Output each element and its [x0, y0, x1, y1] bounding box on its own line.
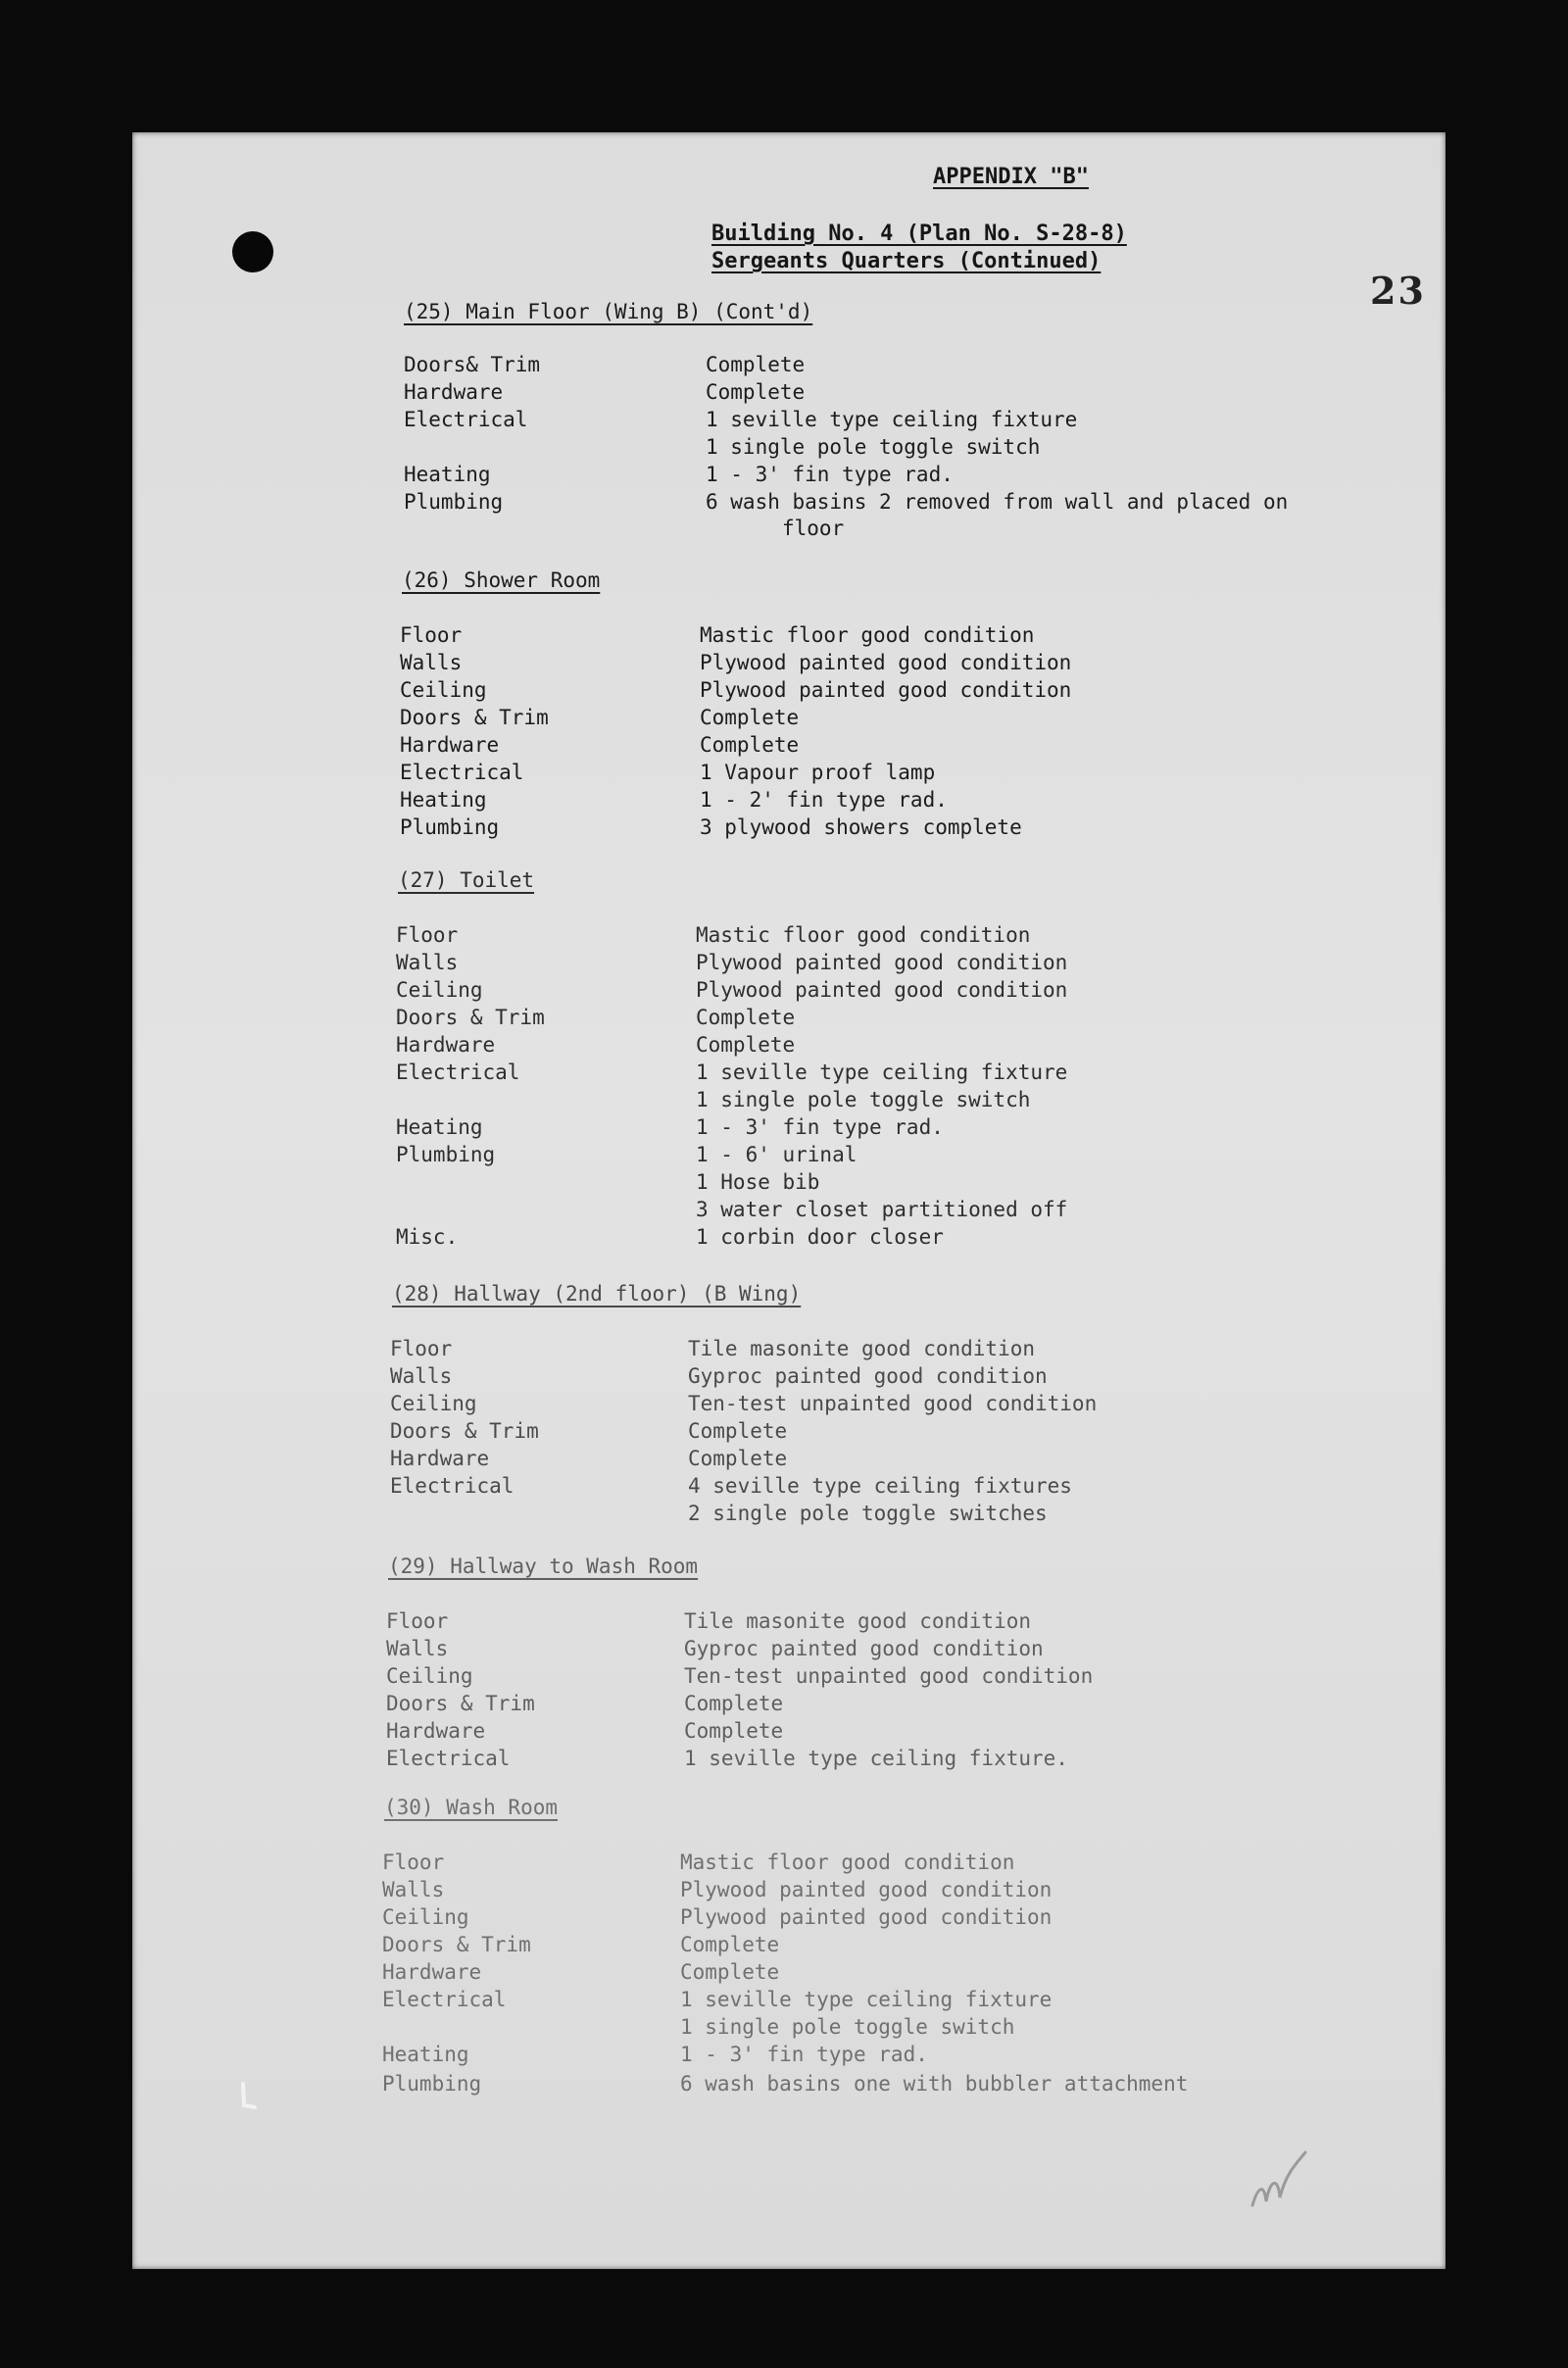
row-value: 1 - 6' urinal	[696, 1143, 858, 1166]
row-label: Floor	[400, 623, 463, 647]
row-value: Tile masonite good condition	[684, 1609, 1032, 1633]
section-title: (28) Hallway (2nd floor) (B Wing)	[392, 1282, 802, 1306]
row-label: Electrical	[396, 1061, 520, 1084]
quarters-line: Sergeants Quarters (Continued)	[711, 249, 1102, 273]
row-value: 4 seville type ceiling fixtures	[688, 1474, 1072, 1498]
row-label: Electrical	[400, 761, 524, 784]
row-value: 3 plywood showers complete	[700, 815, 1022, 839]
row-value: Mastic floor good condition	[680, 1850, 1015, 1874]
row-value: Gyproc painted good condition	[688, 1364, 1048, 1388]
handwritten-mark	[239, 2082, 257, 2111]
row-value: Mastic floor good condition	[700, 623, 1035, 647]
row-value: Complete	[706, 353, 806, 376]
row-label: Plumbing	[400, 815, 500, 839]
row-label: Floor	[390, 1337, 453, 1360]
row-value: 1 seville type ceiling fixture	[680, 1988, 1053, 2011]
row-label: Heating	[400, 788, 487, 812]
row-value: Complete	[700, 733, 800, 757]
row-value: Plywood painted good condition	[696, 978, 1068, 1002]
row-label: Doors & Trim	[390, 1419, 539, 1443]
row-value: 1 Hose bib	[696, 1170, 820, 1194]
row-value: Plywood painted good condition	[680, 1878, 1053, 1901]
row-label: Hardware	[396, 1033, 496, 1057]
section-title: (25) Main Floor (Wing B) (Cont'd)	[404, 300, 813, 323]
row-value: 6 wash basins one with bubbler attachment	[680, 2072, 1189, 2096]
section-title: (29) Hallway to Wash Room	[388, 1554, 699, 1578]
row-label: Doors & Trim	[400, 706, 549, 729]
row-value: 1 single pole toggle switch	[680, 2015, 1015, 2039]
row-value: Plywood painted good condition	[700, 678, 1072, 702]
row-value: Plywood painted good condition	[696, 951, 1068, 974]
row-value: Tile masonite good condition	[688, 1337, 1036, 1360]
row-value: Gyproc painted good condition	[684, 1637, 1044, 1660]
row-value: Complete	[684, 1719, 784, 1743]
row-value: 1 - 3' fin type rad.	[680, 2043, 928, 2066]
row-value: Plywood painted good condition	[680, 1905, 1053, 1929]
row-label: Ceiling	[386, 1664, 473, 1688]
row-value: Complete	[696, 1006, 796, 1029]
row-label: Plumbing	[382, 2072, 482, 2096]
row-label: Hardware	[382, 1960, 482, 1984]
row-label: Ceiling	[396, 978, 483, 1002]
row-label: Floor	[382, 1850, 445, 1874]
section-title: (30) Wash Room	[384, 1796, 559, 1819]
row-label: Ceiling	[382, 1905, 469, 1929]
row-value: 1 seville type ceiling fixture	[706, 408, 1078, 431]
row-value: 3 water closet partitioned off	[696, 1198, 1068, 1221]
row-label: Walls	[390, 1364, 453, 1388]
row-label: Plumbing	[396, 1143, 496, 1166]
row-value: Complete	[696, 1033, 796, 1057]
row-label: Walls	[386, 1637, 449, 1660]
row-label: Misc.	[396, 1225, 459, 1249]
row-value: 1 seville type ceiling fixture	[696, 1061, 1068, 1084]
row-value: Complete	[684, 1692, 784, 1715]
row-label: Ceiling	[390, 1392, 477, 1415]
row-label: Walls	[382, 1878, 445, 1901]
row-label: Electrical	[386, 1747, 511, 1770]
row-label: Electrical	[404, 408, 528, 431]
row-value: 1 seville type ceiling fixture.	[684, 1747, 1068, 1770]
row-value: 1 - 3' fin type rad.	[696, 1115, 944, 1139]
row-value: Ten-test unpainted good condition	[688, 1392, 1098, 1415]
punch-hole	[232, 231, 273, 272]
section-title: (27) Toilet	[398, 868, 535, 892]
row-value: Complete	[706, 380, 806, 404]
row-value: 1 single pole toggle switch	[696, 1088, 1031, 1111]
page-number: 23	[1370, 269, 1426, 313]
row-value: 1 corbin door closer	[696, 1225, 944, 1249]
row-value: 1 single pole toggle switch	[706, 435, 1041, 459]
row-label: Electrical	[390, 1474, 514, 1498]
initials-mark	[1245, 2146, 1313, 2215]
row-label: Heating	[404, 463, 491, 486]
row-label: Doors& Trim	[404, 353, 541, 376]
row-value: 6 wash basins 2 removed from wall and placed on	[706, 490, 1289, 514]
row-value: Plywood painted good condition	[700, 651, 1072, 674]
row-label: Hardware	[390, 1447, 490, 1470]
row-label: Walls	[400, 651, 463, 674]
row-label: Doors & Trim	[396, 1006, 545, 1029]
row-value: 1 - 3' fin type rad.	[706, 463, 954, 486]
row-label: Electrical	[382, 1988, 507, 2011]
row-value: 1 - 2' fin type rad.	[700, 788, 948, 812]
row-value: 2 single pole toggle switches	[688, 1502, 1048, 1525]
row-value: Ten-test unpainted good condition	[684, 1664, 1094, 1688]
row-label: Hardware	[386, 1719, 486, 1743]
row-label: Walls	[396, 951, 459, 974]
row-value: Complete	[688, 1447, 788, 1470]
row-value: Complete	[680, 1933, 780, 1956]
row-label: Doors & Trim	[386, 1692, 535, 1715]
row-label: Floor	[386, 1609, 449, 1633]
row-label: Hardware	[400, 733, 500, 757]
row-value: 1 Vapour proof lamp	[700, 761, 936, 784]
building-line: Building No. 4 (Plan No. S-28-8)	[711, 222, 1127, 246]
section-title: (26) Shower Room	[402, 568, 601, 592]
row-value: Mastic floor good condition	[696, 923, 1031, 947]
appendix-heading: APPENDIX "B"	[933, 165, 1089, 189]
row-label: Hardware	[404, 380, 504, 404]
row-label: Doors & Trim	[382, 1933, 531, 1956]
row-value: Complete	[680, 1960, 780, 1984]
row-label: Heating	[396, 1115, 483, 1139]
row-label: Plumbing	[404, 490, 504, 514]
row-value: floor	[782, 517, 845, 540]
row-value: Complete	[688, 1419, 788, 1443]
row-label: Floor	[396, 923, 459, 947]
row-label: Heating	[382, 2043, 469, 2066]
row-value: Complete	[700, 706, 800, 729]
row-label: Ceiling	[400, 678, 487, 702]
